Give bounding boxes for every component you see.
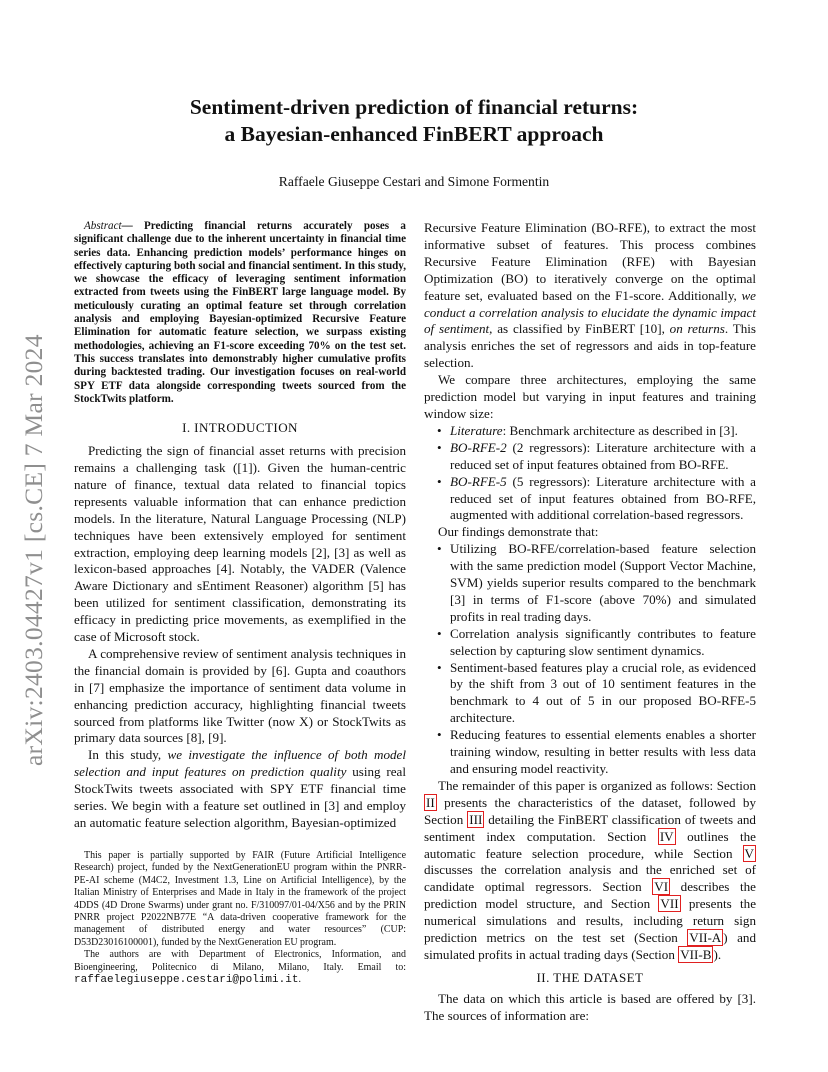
right-p1-text-a: Recursive Feature Elimination (BO-RFE), to extract the most informative subset of features. This process combines Recursive Feature Elimination (RFE) with Bayesian Optimization (BO) to iteratively converge on the optimal feature set, evaluated based on the F1-score. Additionally,	[424, 220, 756, 303]
list-item: • Sentiment-based features play a crucial role, as evidenced by the shift from 3 out of 10 sentiment features in the benchmark to 4 out of 5 in our proposed BO-RFE-5 architecture.	[424, 660, 756, 728]
right-paragraph-2: We compare three architectures, employing the same prediction model but varying in input features and training window size:	[424, 372, 756, 421]
right-paragraph-1	[424, 220, 756, 372]
arxiv-identifier: arXiv:2403.04427v1 [cs.CE] 7 Mar 2024	[19, 334, 48, 766]
list-item	[424, 423, 756, 440]
list-item	[424, 474, 756, 525]
intro-p3-emphasis: we investigate the influence of both model selection and input features on prediction quality	[74, 747, 406, 780]
section-link-vii-b[interactable]: VII-B	[680, 946, 712, 962]
remainder-text: describes the prediction model structure, and Section	[424, 879, 756, 912]
findings-intro: Our findings demonstrate that:	[438, 524, 599, 540]
section-heading-introduction: I. INTRODUCTION	[182, 420, 298, 436]
intro-p3-text-a: In this study,	[88, 747, 168, 763]
author-email-link[interactable]: raffaelegiuseppe.cestari@polimi.it	[74, 974, 299, 987]
list-item: • Correlation analysis significantly contributes to feature selection by capturing slow sentiment dynamics.	[424, 626, 756, 660]
right-p1-text-b: , as classified by FinBERT [10],	[489, 321, 670, 337]
remainder-text: discusses the correlation analysis and the enriched set of candidate optimal regressors. Section	[424, 862, 756, 895]
arch-name: Literature	[450, 422, 503, 438]
remainder-paragraph	[424, 778, 756, 964]
footnotes	[74, 850, 406, 986]
intro-p3-text-b: using real StockTwits tweets associated with SPY ETF financial time series. We begin with a feature set outlined in [3] and employ an automatic feature selection algorithm, Bayesian-optimized	[74, 764, 406, 830]
paper-title	[0, 94, 828, 148]
list-item: • Utilizing BO-RFE/correlation-based feature selection with the same prediction model (Support Vector Machine, SVM) yields superior results compared to the benchmark [3] in terms of F1-score (above 70%) and simulated profits in real trading days.	[424, 541, 756, 626]
section-link-vi[interactable]: VI	[654, 879, 669, 895]
title-line-2: a Bayesian-enhanced FinBERT approach	[224, 122, 604, 146]
section-link-iv[interactable]: IV	[659, 828, 674, 844]
remainder-text: ).	[713, 946, 722, 962]
list-item: • Reducing features to essential elements enables a shorter training window, resulting in better results with less data and ensuring model reactivity.	[424, 727, 756, 778]
right-column	[424, 220, 756, 1025]
authors: Raffaele Giuseppe Cestari and Simone Formentin	[278, 174, 550, 189]
findings-list	[424, 541, 756, 778]
intro-paragraph-2: A comprehensive review of sentiment analysis techniques in the financial domain is provided by [6]. Gupta and coauthors in [7] emphasize the importance of sentiment data volume in enhancing prediction accuracy, highlighting financial tweets sourced from platforms like Twitter (now X) or StockTwits as primary data sources [8], [9].	[74, 645, 406, 746]
left-column	[74, 220, 406, 832]
arch-name: BO-RFE-5	[450, 473, 507, 489]
section-link-vii[interactable]: VII	[660, 896, 679, 912]
dataset-paragraph-1: The data on which this article is based are offered by [3]. The sources of information are:	[424, 990, 756, 1023]
remainder-text: presents the numerical simulations and results, including return sign prediction metrics on the test set (Section	[424, 896, 757, 946]
abstract-label: Abstract	[84, 220, 122, 232]
intro-paragraph-1: Predicting the sign of financial asset returns with precision remains a challenging task ([1]). Given the human-centric nature of finance, textual data related to financial topics represents valuable information that can enhance prediction models. In the literature, Natural Language Processing (NLP) techniques have been extensively employed for sentiment extraction, employing deep learning models [2], [3] as well as lexicon-based approaches [4]. Notably, the VADER (Valence Aware Dictionary and sEntiment Reasoner) algorithm [5] has been utilized for sentiment classification, demonstrating its efficacy in predicting price movements, as exemplified in the case of Microsoft stock.	[74, 443, 406, 645]
arch-text: : Benchmark architecture as described in [3].	[502, 422, 738, 438]
intro-paragraph-3	[74, 747, 406, 832]
abstract: Abstract— Predicting financial returns accurately poses a significant challenge due to the inherent uncertainty in financial time series data. Enhancing prediction models’ performance hinges on effectively capturing both social and financial sentiment. In this study, we showcase the efficacy of leveraging sentiment information extracted from tweets using the FinBERT large language model. By meticulously curating an optimal feature set through correlation analysis and employing Bayesian-optimized Recursive Feature Elimination for automatic feature selection, we surpass existing methodologies, achieving an F1-score exceeding 70% on the test set. This success translates into demonstrably higher cumulative profits during backtested trading. Our investigation focuses on real-world SPY ETF data alongside corresponding tweets sourced from the StockTwits platform.	[74, 220, 406, 405]
section-link-vii-a[interactable]: VII-A	[689, 930, 722, 946]
section-heading-dataset: II. THE DATASET	[536, 969, 644, 985]
remainder-text: The remainder of this paper is organized as follows: Section	[438, 777, 756, 793]
arch-text: (5 regressors): Literature architecture with a reduced set of input features obtained from BO-RFE, augmented with additional correlation-based regressors.	[450, 473, 756, 523]
arch-text: (2 regressors): Literature architecture with a reduced set of input features obtained from BO-RFE.	[450, 439, 756, 472]
list-item	[424, 440, 756, 474]
title-line-1: Sentiment-driven prediction of financial returns:	[189, 95, 639, 119]
remainder-text: detailing the FinBERT classification of tweets and sentiment index computation. Section	[424, 811, 756, 844]
arch-name: BO-RFE-2	[450, 439, 507, 455]
remainder-text: outlines the automatic feature selection procedure, while Section	[424, 828, 756, 861]
right-p1-emphasis-1: we conduct a correlation analysis to elucidate the dynamic impact of sentiment	[424, 287, 756, 337]
section-link-v[interactable]: V	[744, 845, 754, 861]
abstract-text: Predicting financial returns accurately poses a significant challenge due to the inherent uncertainty in financial time series data. Enhancing prediction models’ performance hinges on effectively capturing both social and financial sentiment. In this study, we showcase the efficacy of leveraging sentiment information extracted from tweets using the FinBERT large language model. By meticulously curating an optimal feature set through correlation analysis and employing Bayesian-optimized Recursive Feature Elimination for automatic feature selection, we surpass existing methodologies, achieving an F1-score exceeding 70% on the test set. This success translates into demonstrably higher cumulative profits during backtested trading. Our investigation focuses on real-world SPY ETF data alongside corresponding tweets sourced from the StockTwits platform.	[74, 220, 406, 405]
remainder-text: ) and simulated profits in actual trading days (Section	[424, 930, 756, 962]
footnote-affiliation	[74, 949, 406, 986]
right-p1-text-c: . This analysis enriches the set of regressors and aids in top-feature selection.	[424, 321, 757, 371]
section-link-iii[interactable]: III	[469, 811, 483, 827]
right-p1-emphasis-2: on returns	[669, 321, 725, 337]
footnote-affiliation-text: The authors are with Department of Electronics, Information, and Bioengineering, Politecnico di Milano, Milano, Italy. Email to:	[74, 949, 406, 973]
section-link-ii[interactable]: II	[426, 794, 435, 810]
footnote-funding: This paper is partially supported by FAIR (Future Artificial Intelligence Research) project, funded by the NextGenerationEU program within the PNRR-PE-AI scheme (M4C2, Investment 1.3, Line on Artificial Intelligence), by the Italian Ministry of Enterprises and Made in Italy in the framework of the project 4DDS (4D Drone Swarms) under grant no. F/310097/01-04/X56 and by the PRIN PNRR project P2022NB77E “A data-driven cooperative framework for the management of distributed energy and water resources” (CUP: D53D23016100001), funded by the NextGeneration EU program.	[74, 850, 406, 948]
architecture-list	[424, 423, 756, 524]
remainder-text: presents the characteristics of the dataset, followed by Section	[424, 794, 756, 827]
footnote-period: .	[298, 974, 301, 986]
